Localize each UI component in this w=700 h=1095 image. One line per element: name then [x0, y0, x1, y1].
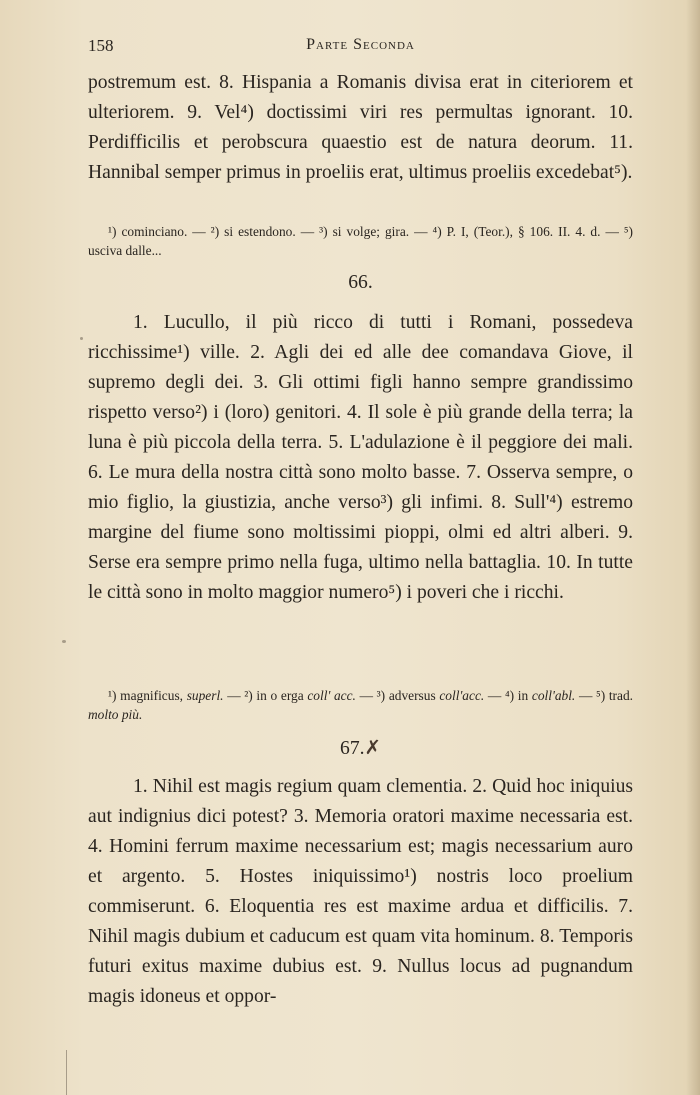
section-66-number: 66. — [348, 272, 373, 293]
section-66-heading — [88, 272, 633, 294]
section-66-footnotes: ¹) magnificus, superl. — ²) in o erga coll' acc. — ³) adversus coll'acc. — ⁴) in coll'abl. — ⁵) trad. molto più. — [88, 688, 633, 722]
page-header — [88, 36, 633, 60]
section-67-block — [88, 772, 633, 1012]
margin-pencil-dot — [62, 640, 66, 643]
section-67-number: 67. — [340, 738, 365, 759]
page-number: 158 — [88, 36, 114, 55]
pencil-x-mark-icon: ✗ — [364, 736, 381, 759]
margin-pencil-stroke — [66, 1050, 67, 1095]
margin-pencil-dot — [80, 337, 83, 340]
running-head: Parte Seconda — [306, 36, 415, 53]
continuation-footnotes: ¹) cominciano. — ²) si estendono. — ³) si volge; gira. — ⁴) P. I, (Teor.), § 106. II. 4. d. — ⁵) usciva dalle... — [88, 224, 633, 258]
section-67-text: 1. Nihil est magis regium quam clementia. 2. Quid hoc iniquius aut indignius dici potest? 3. Memoria oratori maxime necessaria est. 4. Homini ferrum maxime necessarium est; magis necessarium auro et argento. 5. Hostes iniquissimo¹) nostris loco proelium commiserunt. 6. Eloquentia res est maxime ardua et difficilis. 7. Nihil magis dubium et caducum est quam vita hominum. 8. Temporis futuri exitus maxime dubius est. 9. Nullus locus ad pugnandum magis idoneus et oppor- — [88, 776, 633, 1007]
section-66-block — [88, 308, 633, 608]
continuation-notes-block — [88, 222, 633, 260]
section-67-heading — [88, 736, 633, 760]
page-edge-shadow — [686, 0, 700, 1095]
section-66-notes-block — [88, 686, 633, 724]
continuation-block — [88, 68, 633, 188]
continuation-text: postremum est. 8. Hispania a Romanis divisa erat in citeriorem et ulteriorem. 9. Vel⁴) doctissimi viri res permultas ignorant. 10. Perdifficilis et perobscura quaestio est de natura deorum. 11. Hannibal semper primus in proeliis erat, ultimus proeliis excedebat⁵). — [88, 72, 633, 183]
section-66-text: 1. Lucullo, il più ricco di tutti i Romani, possedeva ricchissime¹) ville. 2. Agli dei ed alle dee comandava Giove, il supremo degli dei. 3. Gli ottimi figli hanno sempre grandissimo rispetto verso²) i (loro) genitori. 4. Il sole è più grande della terra; la luna è più piccola della terra. 5. L'adulazione è il peggiore dei mali. 6. Le mura della nostra città sono molto basse. 7. Osserva sempre, o mio figlio, la giustizia, anche verso³) gli infimi. 8. Sull'⁴) estremo margine del fiume sono moltissimi pioppi, olmi ed altri alberi. 9. Serse era sempre primo nella fuga, ultimo nella battaglia. 10. In tutte le città sono in molto maggior numero⁵) i poveri che i ricchi. — [88, 312, 633, 603]
